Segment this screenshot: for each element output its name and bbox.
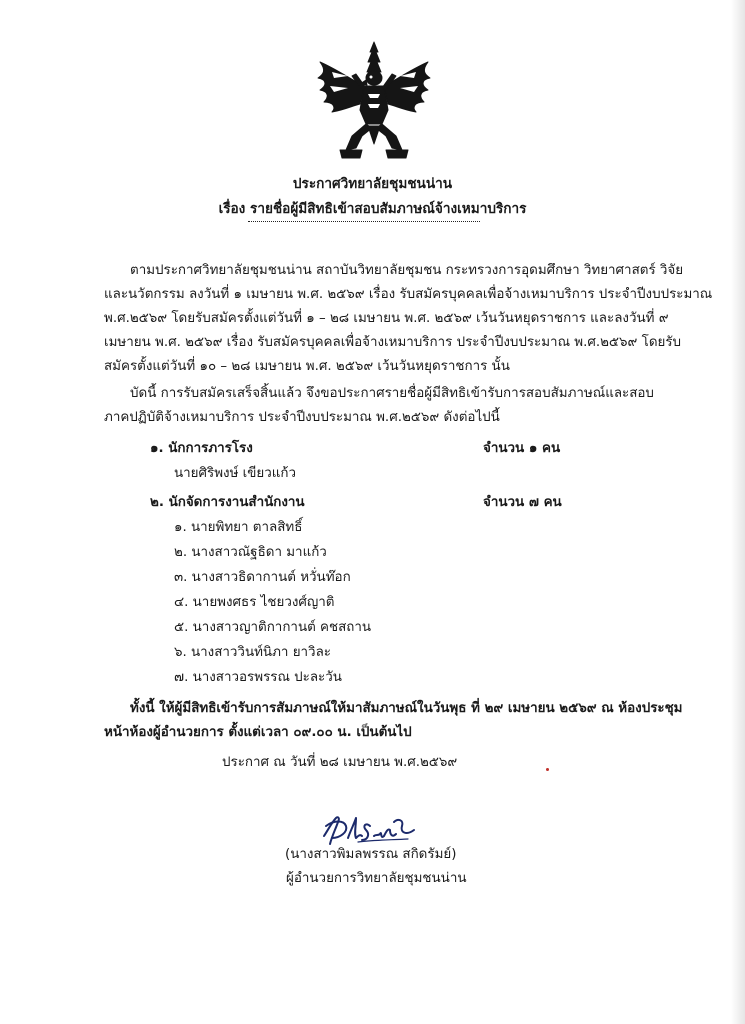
- position-title: ๑. นักการภารโรง: [150, 441, 253, 456]
- candidate-name: ๒. นางสาวณัฐธิดา มาแก้ว: [174, 545, 327, 560]
- candidate-name: นายศิริพงษ์ เขียวแก้ว: [174, 466, 297, 481]
- para1-line: ตามประกาศวิทยาลัยชุมชนน่าน สถาบันวิทยาลัยชุมชน กระทรวงการอุดมศึกษา วิทยาศาสตร์ วิจัย: [130, 263, 684, 278]
- candidate-name: ๗. นางสาวอรพรรณ ปะละวัน: [174, 670, 342, 685]
- para1-line: พ.ศ.๒๕๖๙ โดยรับสมัครตั้งแต่วันที่ ๑ – ๒๘ เมษายน พ.ศ. ๒๕๖๙ เว้นวันหยุดราชการ และลงวันที่ ๙: [104, 311, 669, 326]
- candidate-name: ๓. นางสาวธิดากานต์ หวั่นท๊อก: [174, 570, 351, 585]
- para2-line: บัดนี้ การรับสมัครเสร็จสิ้นแล้ว จึงขอประกาศรายชื่อผู้มีสิทธิเข้ารับการสอบสัมภาษณ์และสอบ: [130, 386, 654, 401]
- para3-line: หน้าห้องผู้อำนวยการ ตั้งแต่เวลา ๐๙.๐๐ น. เป็นต้นไป: [104, 725, 412, 740]
- handwritten-signature: [318, 812, 428, 850]
- announcement-date: ประกาศ ณ วันที่ ๒๘ เมษายน พ.ศ.๒๕๖๙: [222, 755, 458, 770]
- para3-line: ทั้งนี้ ให้ผู้มีสิทธิเข้ารับการสัมภาษณ์ให้มาสัมภาษณ์ในวันพุธ ที่ ๒๙ เมษายน ๒๕๖๙ ณ ห้องประชุม: [130, 701, 683, 716]
- scan-edge-shadow: [731, 0, 745, 1024]
- candidate-name: ๕. นางสาวญาติกากานต์ คชสถาน: [174, 620, 372, 635]
- para1-line: สมัครตั้งแต่วันที่ ๑๐ – ๒๘ เมษายน พ.ศ. ๒๕๖๙ เว้นวันหยุดราชการ นั้น: [104, 359, 510, 374]
- signer-name: (นางสาวพิมลพรรณ สกิดรัมย์): [285, 847, 457, 862]
- candidate-name: ๖. นางสาววินท์นิภา ยาวิละ: [174, 645, 331, 660]
- document-subject: เรื่อง รายชื่อผู้มีสิทธิเข้าสอบสัมภาษณ์จ้างเหมาบริการ: [218, 201, 527, 217]
- position-count: จำนวน ๗ คน: [483, 495, 562, 510]
- para2-line: ภาคปฏิบัติจ้างเหมาบริการ ประจำปีงบประมาณ พ.ศ.๒๕๖๙ ดังต่อไปนี้: [104, 410, 500, 425]
- para1-line: และนวัตกรรม ลงวันที่ ๑ เมษายน พ.ศ. ๒๕๖๙ เรื่อง รับสมัครบุคคลเพื่อจ้างเหมาบริการ ประจำปีงบประมาณ: [104, 287, 713, 302]
- candidate-name: ๑. นายพิทยา ตาลสิทธิ์: [174, 520, 303, 535]
- document-title: ประกาศวิทยาลัยชุมชนน่าน: [292, 176, 453, 192]
- candidate-name: ๔. นายพงศธร ไชยวงศ์ญาติ: [174, 595, 335, 610]
- signer-title: ผู้อำนวยการวิทยาลัยชุมชนน่าน: [286, 871, 467, 886]
- ink-speck: [546, 768, 549, 771]
- para1-line: เมษายน พ.ศ. ๒๕๖๙ เรื่อง รับสมัครบุคคลเพื่อจ้างเหมาบริการ ประจำปีงบประมาณ พ.ศ.๒๕๖๙ โดยรับ: [104, 335, 682, 350]
- position-count: จำนวน ๑ คน: [483, 441, 561, 456]
- position-title: ๒. นักจัดการงานสำนักงาน: [150, 495, 305, 510]
- dotted-divider: [248, 221, 480, 222]
- garuda-emblem: [312, 40, 436, 164]
